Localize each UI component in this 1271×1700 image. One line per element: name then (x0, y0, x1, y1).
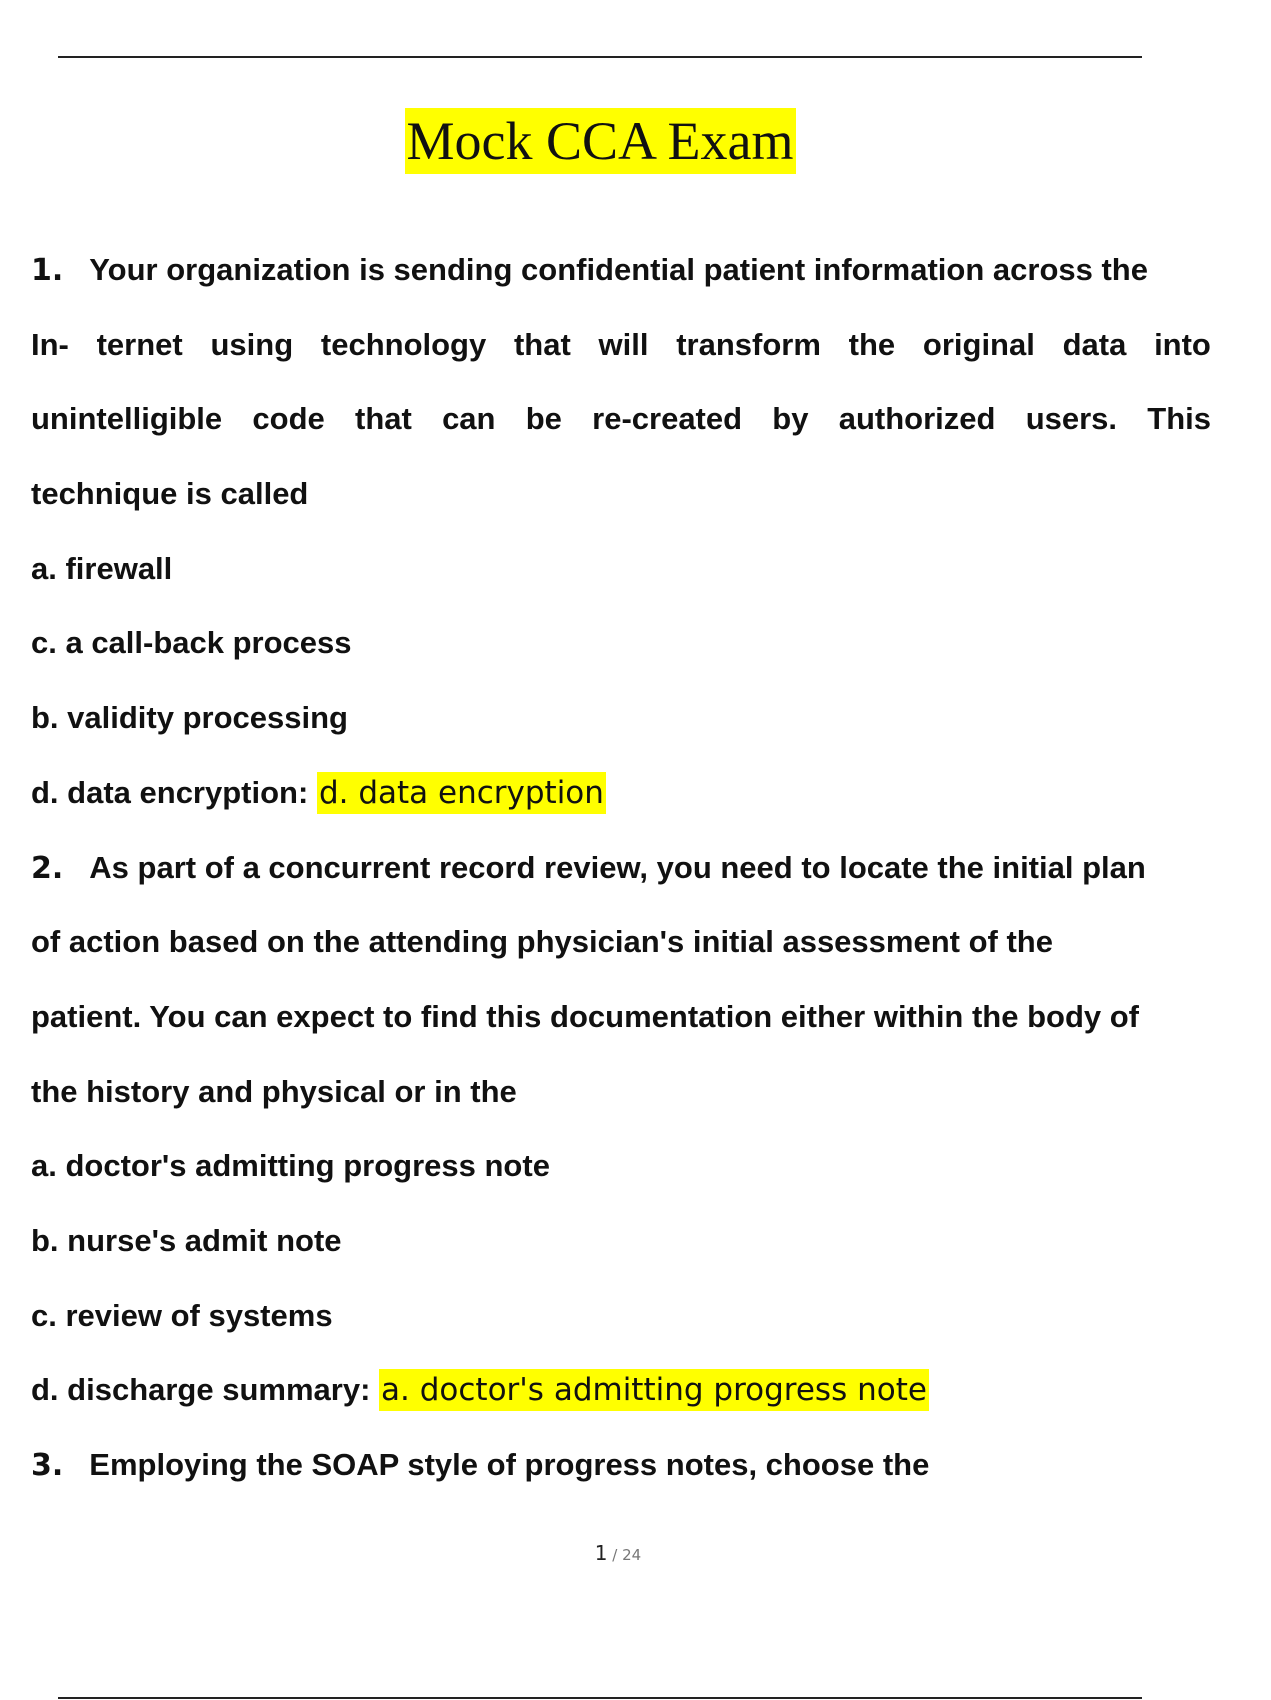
option-text: a. doctor's admitting progress note (31, 1148, 550, 1184)
answer-highlight: d. data encryption (317, 772, 606, 814)
word: using (210, 326, 294, 362)
word: into (1154, 326, 1211, 362)
word: that (513, 326, 571, 362)
word: ternet (96, 326, 183, 362)
word: be (525, 401, 562, 437)
question-2-line-3 (31, 980, 1271, 1055)
question-3-line-1 (31, 1428, 1271, 1503)
word: unintelligible (31, 401, 223, 437)
word: will (598, 326, 649, 362)
question-1-line-2 (31, 308, 1211, 383)
question-number: 1. (31, 253, 64, 288)
word: This (1147, 401, 1211, 437)
question-text: the history and physical or in the (31, 1073, 517, 1109)
word: that (355, 401, 412, 437)
word: technology (320, 326, 487, 362)
option-d-with-answer (31, 756, 1271, 831)
question-1-line-3 (31, 382, 1211, 457)
question-number: 2. (31, 850, 64, 886)
word: authorized (838, 401, 996, 437)
top-rule (58, 56, 1142, 58)
word: In- (31, 326, 69, 362)
question-text: of action based on the attending physician's initial assessment of the (31, 924, 1053, 960)
option-text: c. a call-back process (31, 625, 352, 661)
word: data (1062, 326, 1127, 362)
option-text: b. validity processing (31, 700, 348, 736)
option-text: c. review of systems (31, 1297, 333, 1333)
page-total: 24 (622, 1546, 642, 1564)
page-current: 1 (594, 1541, 608, 1565)
option-text: b. nurse's admit note (31, 1222, 342, 1258)
question-2-line-1 (31, 831, 1271, 906)
question-text: technique is called (31, 476, 309, 512)
question-2-line-2 (31, 905, 1271, 980)
word: users. (1025, 401, 1118, 437)
question-1-line-1 (31, 233, 1271, 308)
word: can (442, 401, 496, 437)
option-d-with-answer (31, 1353, 1271, 1428)
title-container (0, 108, 1200, 174)
word: code (252, 401, 325, 437)
option-b (31, 1204, 1271, 1279)
option-text: d. data encryption: (31, 774, 309, 810)
document-body (31, 233, 1271, 1503)
question-1-line-4 (31, 457, 1271, 532)
answer-highlight: a. doctor's admitting progress note (379, 1369, 929, 1411)
bottom-rule (58, 1697, 1142, 1699)
word: re-created (592, 401, 743, 437)
word: by (772, 401, 809, 437)
option-c (31, 1279, 1271, 1354)
option-a (31, 1129, 1271, 1204)
option-text: d. discharge summary: (31, 1372, 371, 1408)
question-text: Employing the SOAP style of progress notes, choose the (89, 1447, 930, 1482)
page-separator: / (607, 1546, 623, 1564)
word: the (848, 326, 896, 362)
question-2-line-4 (31, 1055, 1271, 1130)
option-c (31, 606, 1271, 681)
option-a (31, 532, 1271, 607)
option-text: a. firewall (31, 550, 173, 586)
question-text: Your organization is sending confidential patient information across the (89, 252, 1148, 287)
question-text: patient. You can expect to find this documentation either within the body of (31, 998, 1140, 1034)
question-number: 3. (31, 1448, 64, 1483)
word: original (922, 326, 1035, 362)
question-text: As part of a concurrent record review, you need to locate the initial plan (89, 849, 1146, 885)
option-b (31, 681, 1271, 756)
page-indicator (0, 1541, 1236, 1565)
word: transform (676, 326, 821, 362)
document-title: Mock CCA Exam (405, 108, 796, 174)
